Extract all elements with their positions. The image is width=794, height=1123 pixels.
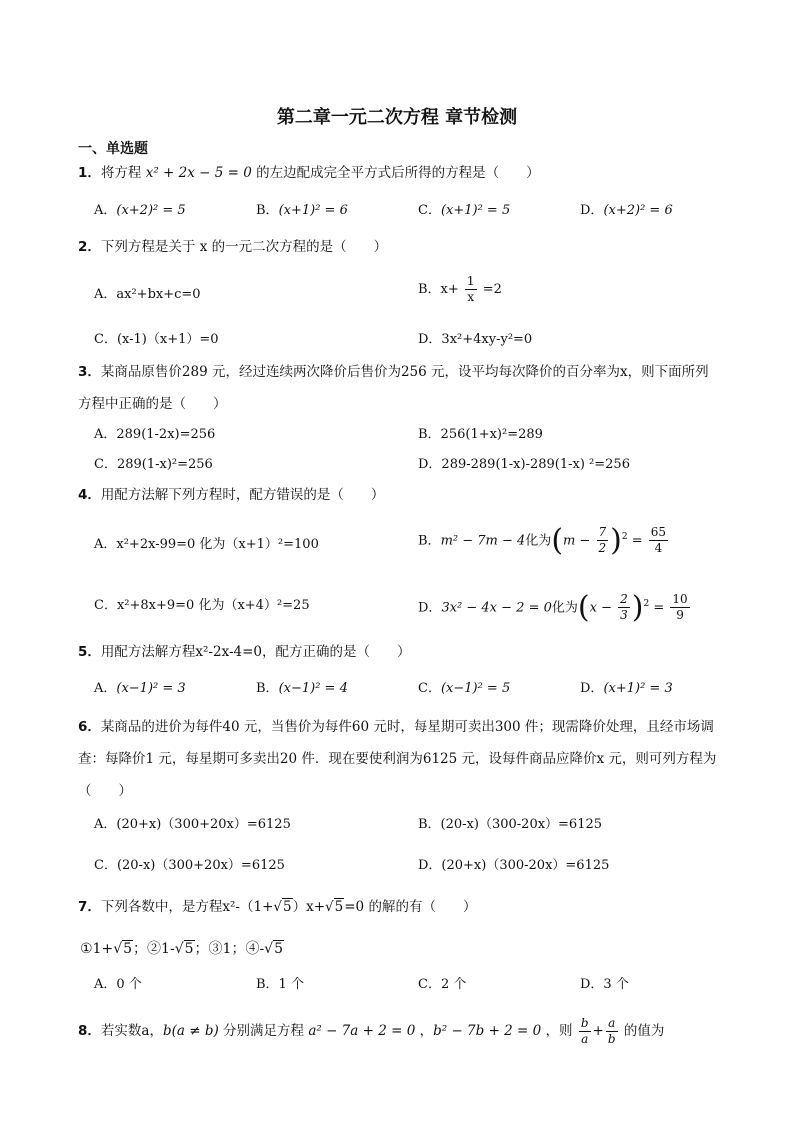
- option-d: D．3 个: [580, 977, 629, 992]
- option-c: C．(x−1)² = 5: [418, 681, 511, 696]
- question-7: 7．下列各数中，是方程x²-（1+√5）x+√5=0 的解的有（ ）: [78, 899, 477, 915]
- page-title: 第二章一元二次方程 章节检测: [276, 107, 518, 128]
- option-d: D．(x+2)² = 6: [580, 203, 673, 218]
- option-b: B．x+ $\frac{1}{x}$ =2: [418, 274, 502, 304]
- option-d: D．3x² − 4x − 2 = 0化为(x − $\frac{2}{3}$ )$^2$ = $\frac{10}{9}$: [418, 589, 688, 625]
- question-stem: 的左边配成完全平方式后所得的方程是（ ）: [251, 165, 540, 181]
- option-a: A．0 个: [94, 977, 142, 992]
- question-stem: 下列方程是关于 x 的一元二次方程的是（ ）: [100, 239, 388, 255]
- question-5: [78, 636, 718, 668]
- option-c: C．(x+1)² = 5: [418, 203, 511, 218]
- question-stem: 某商品原售价289 元，经过连续两次降价后售价为256 元，设平均每次降价的百分率为x，则下面所列方程中正确的是（ ）: [78, 364, 709, 412]
- equation: x² + 2x − 5 = 0: [145, 165, 252, 181]
- question-stem: 用配方法解方程x²-2x-4=0，配方正确的是（ ）: [100, 644, 411, 660]
- option-a: A．x²+2x-99=0 化为（x+1）²=100: [94, 537, 319, 552]
- question-stem: 用配方法解下列方程时，配方错误的是（ ）: [100, 487, 385, 503]
- candidate-list: ①1+√5；②1-√5；③1；④-√5: [80, 941, 284, 957]
- option-d: D．289-289(1-x)-289(1-x) ²=256: [418, 457, 630, 472]
- option-b: B．1 个: [256, 977, 304, 992]
- question-number: 7．: [78, 899, 101, 915]
- section-heading: 一、单选题: [78, 141, 148, 157]
- option-c: C．(x-1)（x+1）=0: [94, 332, 219, 347]
- option-b: B．(x−1)² = 4: [256, 681, 348, 696]
- option-c: C．289(1-x)²=256: [94, 457, 213, 472]
- option-d: D．(20+x)（300-20x）=6125: [418, 858, 610, 873]
- option-b: B．m² − 7m − 4化为(m − $\frac{7}{2}$ )$^2$ = $\frac{65}{4}$: [418, 522, 667, 558]
- option-d: D．3x²+4xy-y²=0: [418, 332, 533, 347]
- option-c: C．(20-x)（300+20x）=6125: [94, 858, 285, 873]
- question-number: 2．: [78, 239, 101, 255]
- option-d: D．(x+1)² = 3: [580, 681, 673, 696]
- option-a: A．(x−1)² = 3: [94, 681, 186, 696]
- option-a: A．ax²+bx+c=0: [94, 287, 201, 302]
- question-number: 6．: [78, 719, 101, 735]
- question-2: [78, 231, 718, 263]
- option-b: B．256(1+x)²=289: [418, 427, 543, 442]
- option-a: A．(20+x)（300+20x）=6125: [94, 817, 291, 832]
- option-a: A．(x+2)² = 5: [94, 203, 186, 218]
- question-number: 4．: [78, 487, 101, 503]
- option-b: B．(x+1)² = 6: [256, 203, 348, 218]
- option-a: A．289(1-2x)=256: [94, 427, 216, 442]
- question-4: [78, 479, 718, 511]
- question-8: 8．若实数a，b(a ≠ b) 分别满足方程 a² − 7a + 2 = 0 ，b² − 7b + 2 = 0 ，则 $\frac{b}{a}$ + $\frac{a}{b}$ 的值为: [78, 1016, 665, 1046]
- option-c: C．x²+8x+9=0 化为（x+4）²=25: [94, 598, 310, 613]
- question-stem: 将方程: [100, 165, 146, 181]
- question-number: 3．: [78, 364, 101, 380]
- question-number: 1．: [78, 165, 101, 181]
- question-3: [78, 356, 718, 420]
- question-number: 5．: [78, 644, 101, 660]
- question-number: 8．: [78, 1023, 101, 1039]
- option-b: B．(20-x)（300-20x）=6125: [418, 817, 603, 832]
- question-1: [78, 157, 718, 189]
- question-stem: 某商品的进价为每件40 元，当售价为每件60 元时，每星期可卖出300 件；现需降价处理，且经市场调查：每降价1 元，每星期可多卖出20 件．现在要使利润为6125 元，设每件商品应降价x 元，则可列方程为（ ）: [78, 719, 717, 799]
- question-6: [78, 711, 718, 807]
- option-c: C．2 个: [418, 977, 467, 992]
